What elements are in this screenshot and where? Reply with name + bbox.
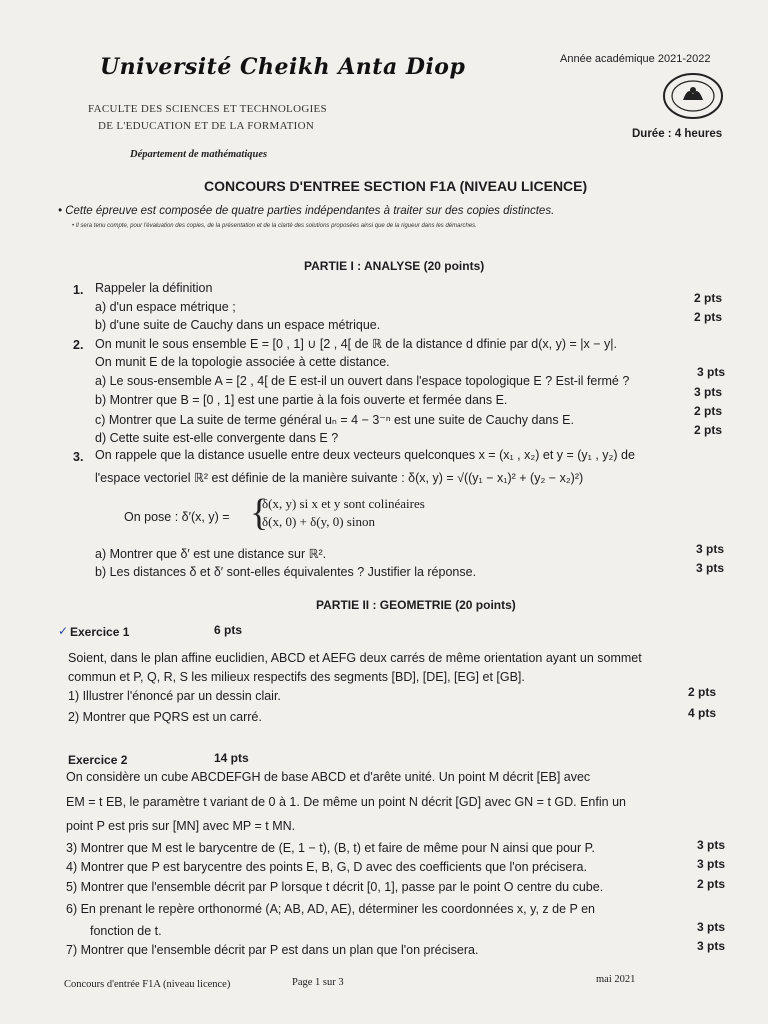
ex2-q3-points: 3 pts bbox=[697, 838, 726, 852]
pose-label: On pose : δ′(x, y) = bbox=[124, 510, 230, 524]
q2a-points: 3 pts bbox=[697, 365, 726, 379]
q1b-text: b) d'une suite de Cauchy dans un espace métrique. bbox=[95, 318, 381, 332]
q3-number: 3. bbox=[73, 450, 84, 464]
ex2-text-2: EM = t EB, le paramètre t variant de 0 à 1. De même un point N décrit [GD] avec GN = t GD. Enfin un bbox=[66, 795, 626, 809]
note-1: • Cette épreuve est composée de quatre parties indépendantes à traiter sur des copies distinctes. bbox=[58, 205, 555, 217]
department: Département de mathématiques bbox=[130, 149, 268, 160]
university-seal-icon bbox=[662, 72, 724, 120]
ex2-q6-points: 3 pts bbox=[697, 920, 726, 934]
ex2-text-1: On considère un cube ABCDEFGH de base ABCD et d'arête unité. Un point M décrit [EB] avec bbox=[66, 770, 591, 784]
part1-title: PARTIE I : ANALYSE (20 points) bbox=[304, 259, 485, 273]
note-2: • Il sera tenu compte, pour l'évaluation des copies, de la présentation et de la clarté des solutions proposées ainsi que de la rigueur dans les démarches. bbox=[72, 223, 477, 229]
ex1-text-1: Soient, dans le plan affine euclidien, ABCD et AEFG deux carrés de même orientation ayant un sommet bbox=[68, 651, 642, 665]
ex2-q3: 3) Montrer que M est le barycentre de (E, 1 − t), (B, t) et faire de même pour N ainsi que pour P. bbox=[66, 841, 595, 855]
exercise1-points: 6 pts bbox=[214, 623, 243, 637]
footer-date: mai 2021 bbox=[596, 974, 636, 985]
ex2-q6-line2: fonction de t. bbox=[90, 924, 162, 938]
q3-text-1: On rappele que la distance usuelle entre deux vecteurs quelconques x = (x₁ , x₂) et y = (y₁ , y₂) de bbox=[95, 448, 635, 462]
q1a-points: 2 pts bbox=[694, 291, 723, 305]
ex1-q1: 1) Illustrer l'énoncé par un dessin clair. bbox=[68, 689, 281, 703]
pose-case-2: δ(x, 0) + δ(y, 0) sinon bbox=[262, 514, 375, 529]
ex2-q7-points: 3 pts bbox=[697, 939, 726, 953]
q3b-text: b) Les distances δ et δ′ sont-elles équivalentes ? Justifier la réponse. bbox=[95, 565, 477, 579]
q3-text-2: l'espace vectoriel ℝ² est définie de la manière suivante : δ(x, y) = √((y₁ − x₁)² + (y₂ − x₂)²) bbox=[95, 471, 584, 485]
ex2-q5: 5) Montrer que l'ensemble décrit par P lorsque t décrit [0, 1], passe par le point O centre du cube. bbox=[66, 880, 604, 894]
q2-text-1: On munit le sous ensemble E = [0 , 1] ∪ [2 , 4[ de ℝ de la distance d dfinie par d(x, y) = |x − y|. bbox=[95, 337, 617, 351]
ex1-q2: 2) Montrer que PQRS est un carré. bbox=[68, 710, 262, 724]
q2d-text: d) Cette suite est-elle convergente dans E ? bbox=[95, 431, 339, 445]
ex1-text-2: commun et P, Q, R, S les milieux respectifs des segments [BD], [DE], [EG] et [GB]. bbox=[68, 670, 525, 684]
ex2-q5-points: 2 pts bbox=[697, 877, 726, 891]
exam-title: CONCOURS D'ENTREE SECTION F1A (NIVEAU LICENCE) bbox=[204, 178, 588, 194]
exercise2-label: Exercice 2 bbox=[68, 753, 128, 767]
q1-number: 1. bbox=[73, 283, 84, 297]
faculty-line-1: FACULTE DES SCIENCES ET TECHNOLOGIES bbox=[88, 103, 327, 115]
q1b-points: 2 pts bbox=[694, 310, 723, 324]
ex2-q7: 7) Montrer que l'ensemble décrit par P est dans un plan que l'on précisera. bbox=[66, 943, 479, 957]
part2-title: PARTIE II : GEOMETRIE (20 points) bbox=[316, 598, 516, 612]
q2b-text: b) Montrer que B = [0 , 1] est une partie à la fois ouverte et fermée dans E. bbox=[95, 393, 508, 407]
q2c-text: c) Montrer que La suite de terme général uₙ = 4 − 3⁻ⁿ est une suite de Cauchy dans E. bbox=[95, 413, 574, 427]
q2-text-2: On munit E de la topologie associée à cette distance. bbox=[95, 355, 390, 369]
exercise2-points: 14 pts bbox=[214, 751, 249, 765]
check-mark-icon: ✓ bbox=[58, 624, 69, 638]
brace-icon: { bbox=[250, 492, 269, 534]
ex2-q4: 4) Montrer que P est barycentre des points E, B, G, D avec des coefficients que l'on précisera. bbox=[66, 860, 587, 874]
ex1-q1-points: 2 pts bbox=[688, 685, 717, 699]
ex2-q6-line1: 6) En prenant le repère orthonormé (A; AB, AD, AE), déterminer les coordonnées x, y, z de P en bbox=[66, 902, 595, 916]
footer-left: Concours d'entrée F1A (niveau licence) bbox=[64, 979, 231, 990]
q1-text: Rappeler la définition bbox=[95, 281, 213, 295]
faculty-line-2: DE L'EDUCATION ET DE LA FORMATION bbox=[98, 120, 315, 132]
q2b-points: 3 pts bbox=[694, 385, 723, 399]
q2-number: 2. bbox=[73, 338, 84, 352]
footer-page: Page 1 sur 3 bbox=[292, 977, 344, 988]
ex1-q2-points: 4 pts bbox=[688, 706, 717, 720]
ex2-q4-points: 3 pts bbox=[697, 857, 726, 871]
q2c-points: 2 pts bbox=[694, 404, 723, 418]
q2d-points: 2 pts bbox=[694, 423, 723, 437]
duration: Durée : 4 heures bbox=[632, 128, 723, 140]
q3a-text: a) Montrer que δ′ est une distance sur ℝ². bbox=[95, 547, 327, 561]
q3a-points: 3 pts bbox=[696, 542, 725, 556]
q1a-text: a) d'un espace métrique ; bbox=[95, 300, 236, 314]
pose-case-1: δ(x, y) si x et y sont colinéaires bbox=[262, 496, 425, 511]
ex2-text-3: point P est pris sur [MN] avec MP = t MN. bbox=[66, 819, 296, 833]
q2a-text: a) Le sous-ensemble A = [2 , 4[ de E est-il un ouvert dans l'espace topologique E ? Est-il fermé ? bbox=[95, 374, 630, 388]
q3b-points: 3 pts bbox=[696, 561, 725, 575]
university-logo-text: Université Cheikh Anta Diop bbox=[100, 54, 466, 80]
exercise1-label: Exercice 1 bbox=[70, 625, 130, 639]
academic-year: Année académique 2021-2022 bbox=[560, 53, 711, 65]
